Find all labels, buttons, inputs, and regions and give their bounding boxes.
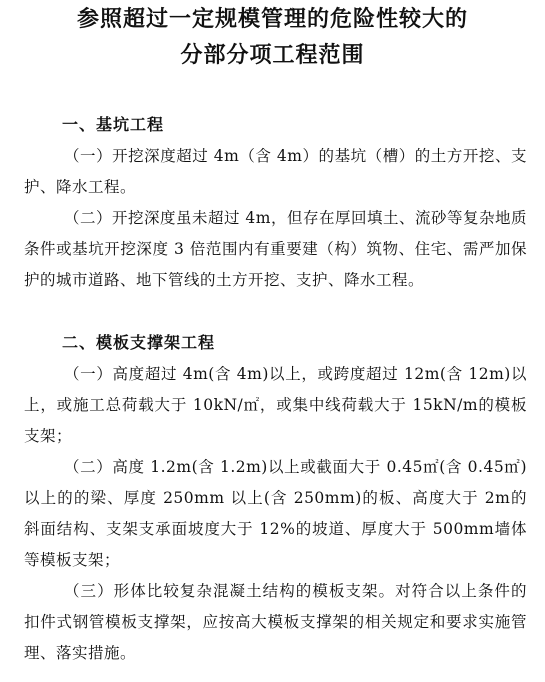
formwork-paragraph-2: （二）高度 1.2m(含 1.2m)以上或截面大于 0.45㎡(含 0.45㎡)以上的的梁、厚度 250mm 以上(含 250mm)的板、高度大于 2m的斜面结构、支架支承面坡度大于 12%的坡道、厚度大于 500mm墙体等模板支架； xyxy=(24,458,527,569)
document-title-line-1: 参照超过一定规模管理的危险性较大的 xyxy=(76,7,468,32)
formwork-paragraph-1: （一）高度超过 4m(含 4m)以上，或跨度超过 12m(含 12m)以上，或施工总荷载大于 10kN/㎡，或集中线荷载大于 15kN/m的模板支架； xyxy=(24,365,527,445)
excavation-paragraph-1: （一）开挖深度超过 4m（含 4m）的基坑（槽）的土方开挖、支护、降水工程。 xyxy=(24,147,527,196)
formwork-paragraph-3: （三）形体比较复杂混凝土结构的模板支架。对符合以上条件的扣件式钢管模板支撑架，应按高大模板支撑架的相关规定和要求实施管理、落实措施。 xyxy=(24,582,527,662)
document-title-line-2: 分部分项工程范围 xyxy=(180,43,365,68)
section-heading-formwork: 二、模板支撑架工程 xyxy=(62,333,216,352)
section-heading-excavation: 一、基坑工程 xyxy=(62,115,165,134)
excavation-paragraph-2: （二）开挖深度虽未超过 4m，但存在厚回填土、流砂等复杂地质条件或基坑开挖深度 3 倍范围内有重要建（构）筑物、住宅、需严加保护的城市道路、地下管线的土方开挖、支护、降水工程。 xyxy=(24,209,527,289)
